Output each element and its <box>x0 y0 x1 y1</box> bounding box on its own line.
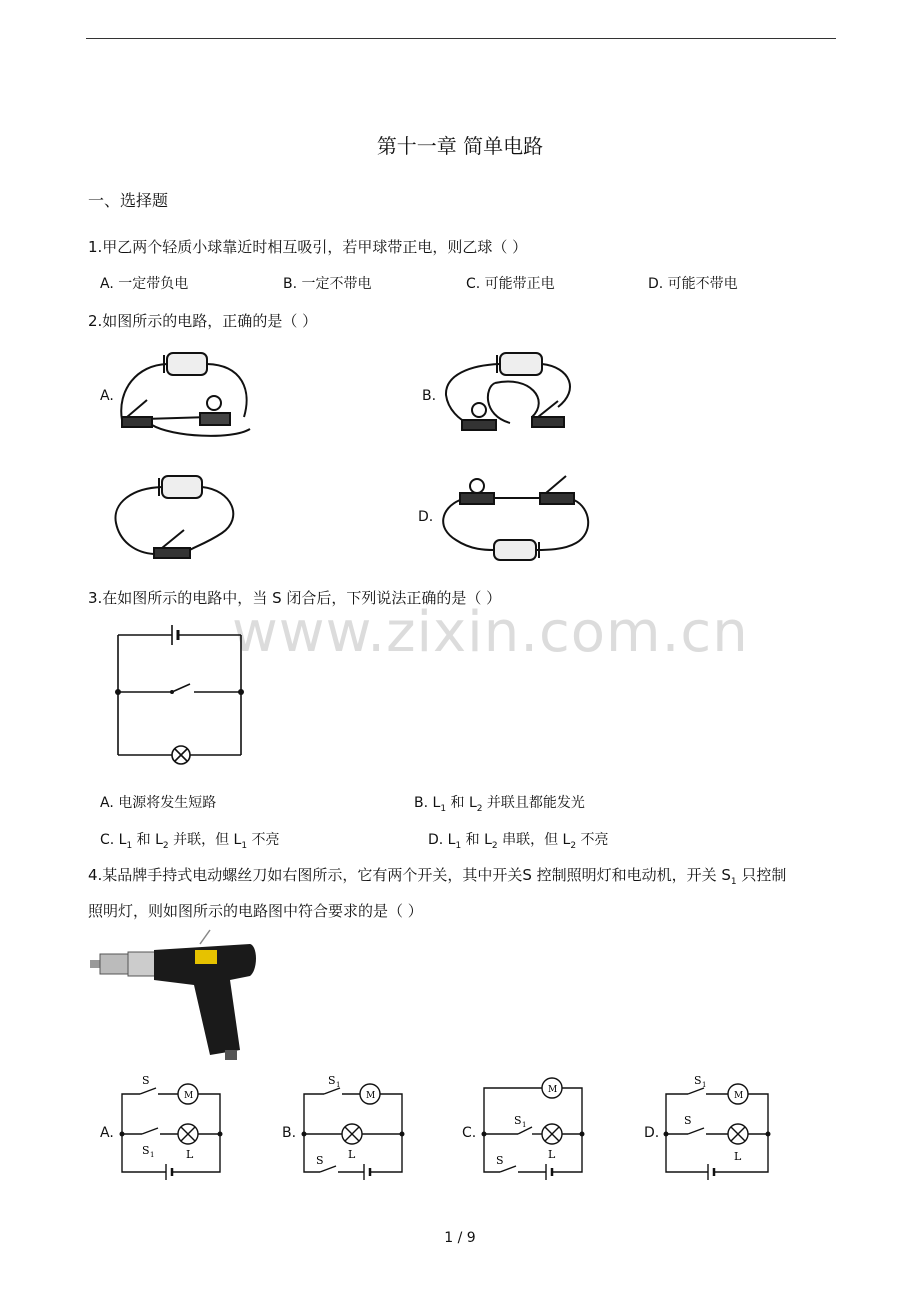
section-heading: 一、选择题 <box>88 191 169 210</box>
q2-label-b: B. <box>422 388 437 404</box>
question-4-stem-line2: 照明灯，则如图所示的电路图中符合要求的是（ ） <box>88 902 423 920</box>
q3-option-c: C. $L_1$ 和 $L_2$ 并联，但 $L_1$ 不亮 <box>100 832 280 851</box>
q4-circuit-b <box>294 1074 414 1184</box>
q4-label-b: B. <box>282 1125 297 1141</box>
q4c-motor-label: M <box>548 1085 558 1095</box>
question-1-stem: 1.甲乙两个轻质小球靠近时相互吸引，若甲球带正电，则乙球（ ） <box>88 238 528 256</box>
q2-circuit-c <box>112 468 252 563</box>
q4d-motor-label: M <box>734 1091 744 1101</box>
question-3-stem: 3.在如图所示的电路中，当 S 闭合后，下列说法正确的是（ ） <box>88 589 502 607</box>
q4d-s1-label: S <box>694 1074 702 1087</box>
q4-label-a: A. <box>100 1125 114 1141</box>
q4-circuit-d <box>656 1074 776 1184</box>
page-title: 第十一章 简单电路 <box>376 134 544 158</box>
q2-circuit-b <box>440 345 590 440</box>
q1-option-b: B. 一定不带电 <box>283 276 372 292</box>
screwdriver-photo <box>90 930 260 1065</box>
q4a-l-label: L <box>186 1148 194 1161</box>
q2-circuit-d <box>436 468 596 563</box>
q4c-l-label: L <box>548 1148 556 1161</box>
q2-circuit-a <box>112 345 262 440</box>
question-4-stem-line1: 4.某品牌手持式电动螺丝刀如右图所示，它有两个开关，其中开关S 控制照明灯和电动机，开关 $S_1$ 只控制 <box>88 866 787 887</box>
q4b-l-label: L <box>348 1148 356 1161</box>
q3-option-a: A. 电源将发生短路 <box>100 795 217 811</box>
header-rule <box>86 38 836 39</box>
q4b-s-label: S <box>316 1154 324 1167</box>
q4c-s-label: S <box>496 1154 504 1167</box>
q4b-motor-label: M <box>366 1091 376 1101</box>
q2-label-a: A. <box>100 388 114 404</box>
q4b-s1-sub: 1 <box>336 1081 341 1089</box>
q2-label-d: D. <box>418 509 434 525</box>
q4a-s1-sub: 1 <box>150 1151 155 1159</box>
q3-option-d: D. $L_1$ 和 $L_2$ 串联，但 $L_2$ 不亮 <box>428 832 609 851</box>
page-number: 1 / 9 <box>444 1230 476 1246</box>
q4a-s-label: S <box>142 1074 150 1087</box>
q4a-motor-label: M <box>184 1091 194 1101</box>
q3-option-b: B. $L_1$ 和 $L_2$ 并联且都能发光 <box>414 795 585 814</box>
q1-option-c: C. 可能带正电 <box>466 276 555 292</box>
question-2-stem: 2.如图所示的电路，正确的是（ ） <box>88 312 318 330</box>
q4a-s1-label: S <box>142 1144 150 1157</box>
q4c-s1-sub: 1 <box>522 1121 527 1129</box>
q1-option-d: D. 可能不带电 <box>648 276 738 292</box>
q4-label-c: C. <box>462 1125 477 1141</box>
q4-circuit-c <box>474 1074 594 1184</box>
q1-option-a: A. 一定带负电 <box>100 276 189 292</box>
q4-label-d: D. <box>644 1125 660 1141</box>
q4-circuit-a <box>112 1074 232 1184</box>
q4d-s1-sub: 1 <box>702 1081 707 1089</box>
q4b-s1-label: S <box>328 1074 336 1087</box>
q4c-s1-label: S <box>514 1114 522 1127</box>
watermark: www.zixin.com.cn <box>232 600 749 665</box>
q4d-s-label: S <box>684 1114 692 1127</box>
q3-circuit <box>110 625 250 760</box>
q4d-l-label: L <box>734 1150 742 1163</box>
